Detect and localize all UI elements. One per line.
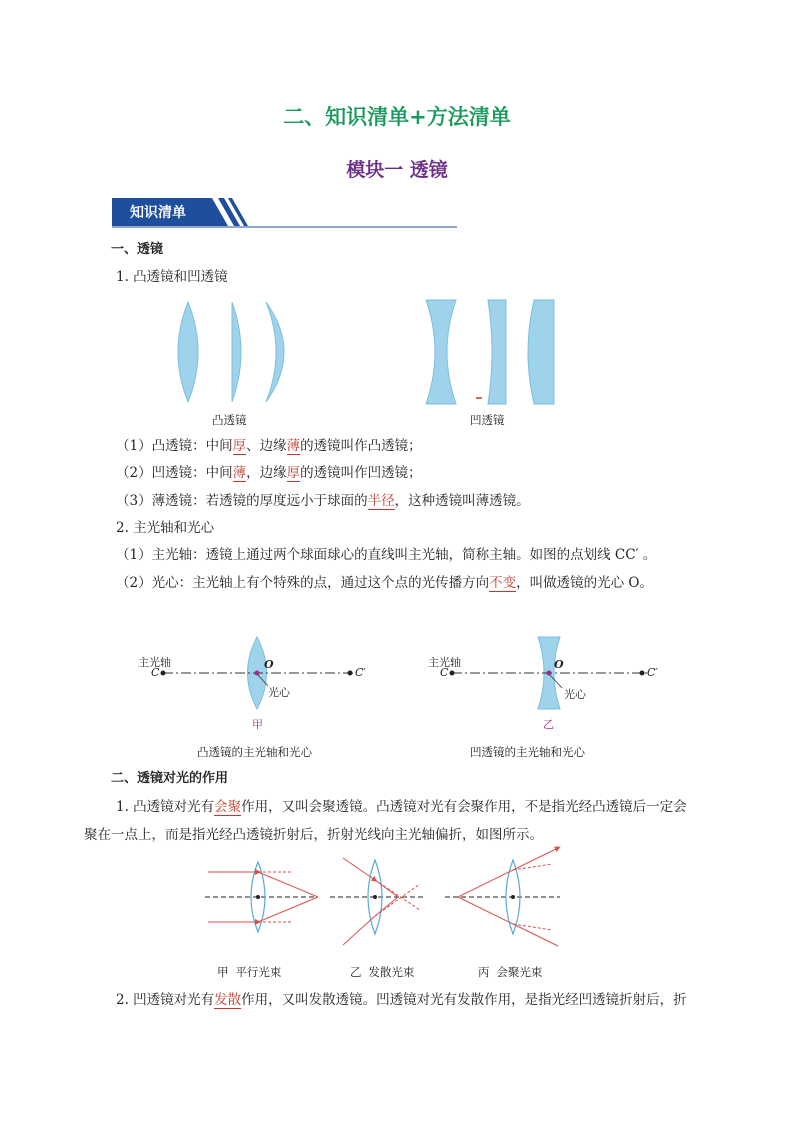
para-convex-converge-2: 聚在一点上，而是指光经凸透镜折射后，折射光线向主光轴偏折，如图所示。 <box>84 827 543 843</box>
line-thin-lens-def: （3）薄透镜：若透镜的厚度远小于球面的半径，这种透镜叫薄透镜。 <box>116 493 530 509</box>
para-concave-diverge: 2. 凹透镜对光有发散作用，又叫发散透镜。凹透镜对光有发散作用，是指光经凹透镜折射后，折 <box>116 992 687 1008</box>
module-title: 模块一 透镜 <box>346 159 448 181</box>
caption-convex: 凸透镜 <box>212 413 247 427</box>
line-principal-axis: （1）主光轴：透镜上通过两个球面球心的直线叫主光轴，简称主轴。如图的点划线 CC′ 。 <box>116 547 657 563</box>
label-center-left: 光心 <box>268 686 290 699</box>
line-optical-center: （2）光心：主光轴上有个特殊的点，通过这个点的光传播方向不变，叫做透镜的光心 O。 <box>116 575 653 591</box>
label-O-right: O <box>554 658 564 671</box>
label-C-right: C <box>440 666 449 679</box>
label-C-left: C <box>151 666 160 679</box>
banner-label: 知识清单 <box>130 205 186 221</box>
caption-converging: 丙 会聚光束 <box>478 965 543 979</box>
item-2-heading: 2. 主光轴和光心 <box>116 520 215 536</box>
label-O-left: O <box>264 658 274 671</box>
label-center-right: 光心 <box>564 688 586 701</box>
caption-diverging: 乙 发散光束 <box>350 965 415 979</box>
caption-concave: 凹透镜 <box>470 413 505 427</box>
label-yi: 乙 <box>543 718 554 731</box>
page-title: 二、知识清单+方法清单 <box>283 105 511 129</box>
para-convex-converge: 1. 凸透镜对光有会聚作用，又叫会聚透镜。凸透镜对光有会聚作用，不是指光经凸透镜后一定会 <box>116 799 687 815</box>
line-concave-def: （2）凹透镜：中间薄，边缘厚的透镜叫作凹透镜； <box>116 465 422 481</box>
label-axis-left: 主光轴 <box>138 656 171 669</box>
caption-concave-axis: 凹透镜的主光轴和光心 <box>470 745 585 759</box>
caption-convex-axis: 凸透镜的主光轴和光心 <box>197 745 312 759</box>
section-heading-2: 二、透镜对光的作用 <box>111 771 229 786</box>
label-C2-right: C′ <box>647 666 658 679</box>
label-axis-right: 主光轴 <box>428 656 461 669</box>
section-heading-1: 一、透镜 <box>111 242 164 257</box>
caption-parallel: 甲 平行光束 <box>217 965 282 979</box>
label-jia: 甲 <box>252 718 263 731</box>
line-convex-def: （1）凸透镜：中间厚、边缘薄的透镜叫作凸透镜； <box>116 438 422 454</box>
label-C2-left: C′ <box>355 666 366 679</box>
item-1-heading: 1. 凸透镜和凹透镜 <box>116 269 228 285</box>
